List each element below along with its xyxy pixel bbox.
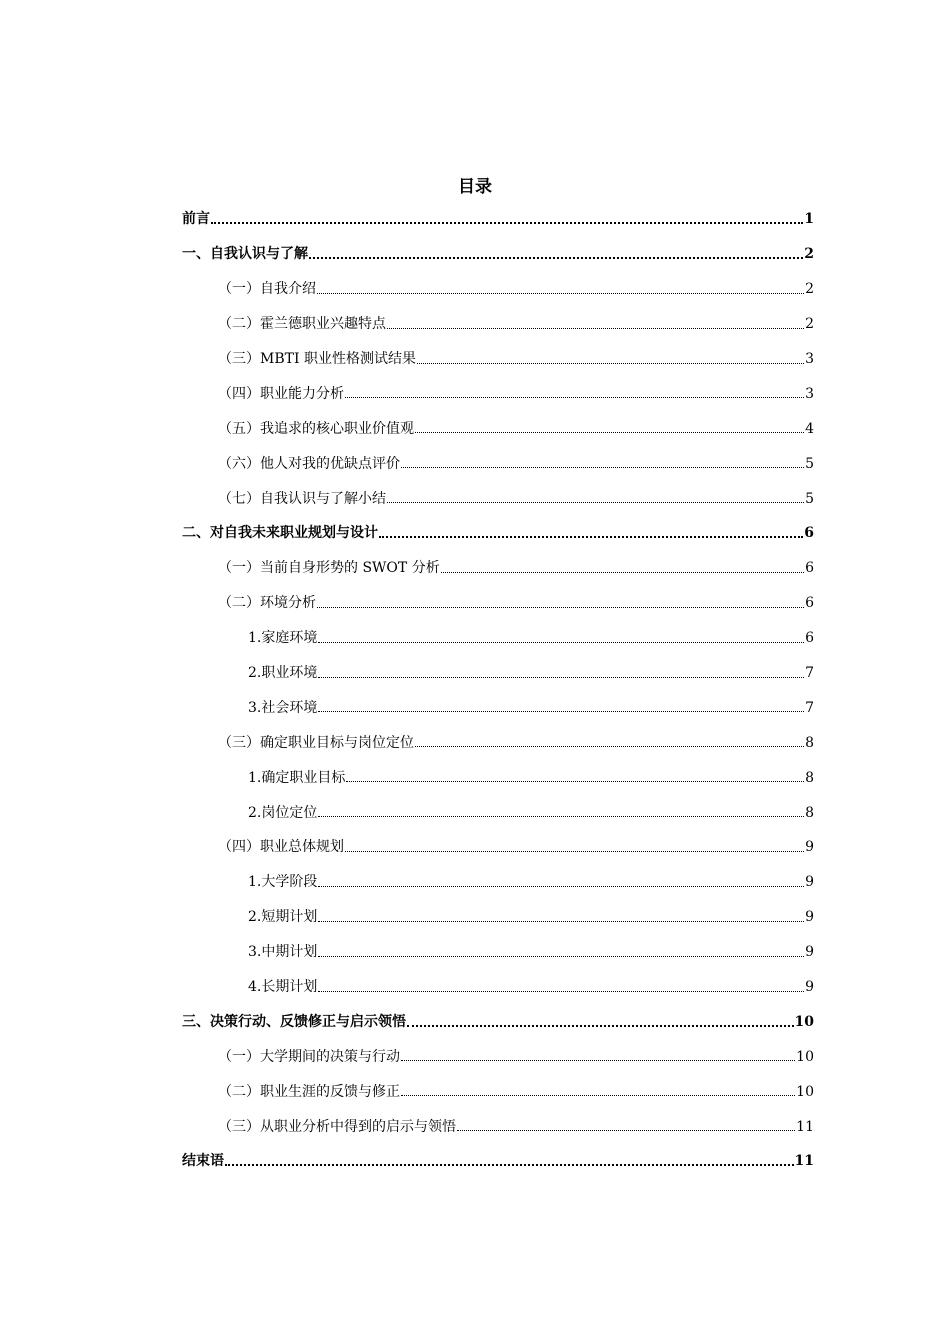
toc-dot-leader [309,257,803,259]
toc-entry-text: 3.社会环境 [248,699,318,716]
toc-entry[interactable] [182,411,814,446]
toc-entry[interactable] [182,202,814,237]
toc-dot-leader [401,467,804,468]
toc-entry-text: （三）确定职业目标与岗位定位 [218,734,414,751]
toc-entry-text: 4.长期计划 [248,979,318,996]
toc-entry[interactable] [182,760,814,795]
toc-dot-leader [318,956,804,957]
toc-entry[interactable] [182,865,814,900]
toc-entry-page-number: 6 [805,595,814,612]
toc-dot-leader [345,397,804,398]
toc-entry-text: （五）我追求的核心职业价值观 [218,420,414,437]
toc-entry-text: （四）职业总体规划 [218,839,344,856]
toc-entry[interactable] [182,272,814,307]
toc-entry-text: 1.确定职业目标 [248,769,346,786]
toc-entry[interactable] [182,830,814,865]
toc-dot-leader [407,1025,794,1027]
toc-entry-page-number: 2 [804,246,814,263]
toc-dot-leader [317,293,804,294]
toc-dot-leader [317,607,804,608]
toc-entry-text: 2.职业环境 [248,665,318,682]
toc-entry-page-number: 9 [805,874,814,891]
toc-entry-text: （三）MBTI 职业性格测试结果 [218,351,416,367]
toc-entry-page-number: 4 [805,420,814,437]
toc-entry-text: （六）他人对我的优缺点评价 [218,455,400,472]
toc-dot-leader [401,1095,795,1096]
toc-dot-leader [401,1060,795,1061]
toc-dot-leader [415,432,804,433]
toc-dot-leader [387,502,804,503]
toc-dot-leader [415,746,804,747]
toc-entry[interactable] [182,307,814,342]
toc-entry[interactable] [182,621,814,656]
toc-entry-page-number: 6 [805,560,814,577]
toc-entry[interactable] [182,725,814,760]
toc-dot-leader [318,711,804,712]
toc-entry-text: （一）大学期间的决策与行动 [218,1048,400,1065]
toc-entry-page-number: 1 [804,211,814,228]
toc-entry-text: 3.中期计划 [248,944,318,961]
toc-entry-page-number: 7 [805,699,814,716]
toc-entry-text: 2.岗位定位 [248,804,318,821]
toc-dot-leader [379,536,803,538]
table-of-contents [182,202,814,1179]
toc-entry-text: 1.家庭环境 [248,630,318,647]
toc-entry-page-number: 9 [805,944,814,961]
toc-entry-page-number: 9 [805,839,814,856]
toc-dot-leader [346,781,804,782]
toc-entry-page-number: 9 [805,909,814,926]
toc-entry-text: 二、对自我未来职业规划与设计 [182,525,378,542]
toc-entry-text: 2.短期计划 [248,909,318,926]
toc-entry[interactable] [182,690,814,725]
toc-entry-page-number: 2 [805,316,814,333]
toc-dot-leader [441,572,804,573]
toc-dot-leader [345,851,804,852]
toc-title: 目录 [458,177,492,197]
toc-entry-page-number: 10 [796,1083,814,1100]
toc-entry[interactable] [182,1004,814,1039]
toc-entry[interactable] [182,1039,814,1074]
toc-entry[interactable] [182,342,814,377]
toc-entry[interactable] [182,551,814,586]
toc-entry[interactable] [182,656,814,691]
toc-entry[interactable] [182,935,814,970]
toc-entry[interactable] [182,516,814,551]
toc-entry[interactable] [182,1074,814,1109]
toc-entry-text: 结束语 [182,1153,224,1170]
toc-entry-page-number: 6 [805,630,814,647]
toc-entry-page-number: 5 [805,455,814,472]
toc-dot-leader [318,677,804,678]
toc-dot-leader [318,816,804,817]
toc-entry[interactable] [182,1144,814,1179]
toc-dot-leader [318,642,804,643]
toc-entry-page-number: 10 [796,1048,814,1065]
toc-entry-page-number: 7 [805,665,814,682]
toc-entry-text: （四）职业能力分析 [218,385,344,402]
toc-dot-leader [457,1130,795,1131]
toc-entry-page-number: 8 [805,769,814,786]
toc-entry-page-number: 11 [796,1118,814,1135]
toc-entry-page-number: 10 [794,1013,814,1030]
toc-entry-text: （二）霍兰德职业兴趣特点 [218,316,386,333]
toc-entry-text: （七）自我认识与了解小结 [218,490,386,507]
toc-entry-page-number: 9 [805,979,814,996]
toc-entry-text: （三）从职业分析中得到的启示与领悟 [218,1118,456,1135]
toc-entry-text: 一、自我认识与了解 [182,246,308,263]
toc-entry-text: （二）环境分析 [218,595,316,612]
toc-entry-page-number: 5 [805,490,814,507]
toc-dot-leader [318,921,804,922]
toc-entry-page-number: 3 [805,385,814,402]
toc-entry[interactable] [182,446,814,481]
toc-entry[interactable] [182,795,814,830]
toc-entry-page-number: 8 [805,804,814,821]
toc-entry-text: 三、决策行动、反馈修正与启示领悟 [182,1013,406,1030]
toc-entry[interactable] [182,481,814,516]
toc-dot-leader [211,222,803,224]
toc-entry[interactable] [182,586,814,621]
toc-entry-page-number: 11 [794,1153,814,1170]
toc-entry-page-number: 6 [804,525,814,542]
toc-entry-page-number: 8 [805,734,814,751]
toc-entry[interactable] [182,900,814,935]
toc-entry[interactable] [182,376,814,411]
toc-entry-text: 1.大学阶段 [248,874,318,891]
toc-entry-text: （一）当前自身形势的 SWOT 分析 [218,560,440,577]
toc-dot-leader [318,991,804,992]
toc-entry-text: 前言 [182,211,210,228]
toc-dot-leader [225,1164,794,1166]
toc-entry-page-number: 2 [805,281,814,298]
toc-dot-leader [417,363,804,364]
toc-entry[interactable] [182,237,814,272]
toc-dot-leader [318,886,804,887]
toc-entry-text: （一）自我介绍 [218,281,316,298]
toc-entry-page-number: 3 [805,351,814,367]
toc-entry[interactable] [182,970,814,1005]
toc-dot-leader [387,328,804,329]
toc-entry[interactable] [182,1109,814,1144]
toc-entry-text: （二）职业生涯的反馈与修正 [218,1083,400,1100]
